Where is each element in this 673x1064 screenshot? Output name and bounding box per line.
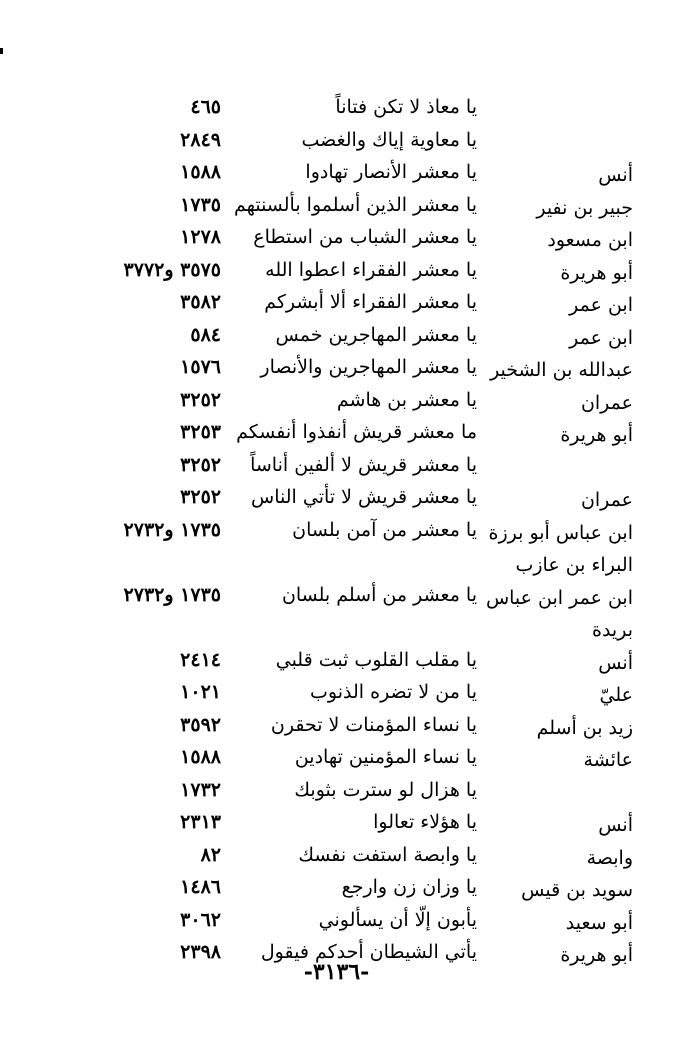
index-row <box>0 289 673 322</box>
narrator-name: زيد بن أسلم <box>536 716 633 739</box>
hadith-number: ٣٢٥٢ <box>180 453 221 476</box>
index-row <box>0 354 673 387</box>
narrator-name: جبير بن نفير <box>536 196 633 219</box>
index-row <box>0 907 673 940</box>
hadith-incipit: يا معشر الأنصار تهادوا <box>305 161 477 183</box>
index-row <box>0 484 673 517</box>
hadith-number: ٣٥٩٢ <box>180 713 221 736</box>
hadith-incipit: يا معاذ لا تكن فتاناً <box>335 96 477 118</box>
narrator-name: ابن عباس أبو برزة <box>488 521 633 544</box>
hadith-incipit: يا معشر من أسلم بلسان <box>281 583 477 606</box>
hadith-number: ٣٢٥٢ <box>180 388 221 411</box>
hadith-number: ٢٨٤٩ <box>180 128 221 151</box>
narrator-name: وابصة <box>586 846 633 869</box>
narrator-name: أبو هريرة <box>560 944 633 966</box>
index-row <box>0 387 673 420</box>
index-row <box>0 94 673 127</box>
hadith-incipit: يا معشر المهاجرين خمس <box>275 323 477 346</box>
hadith-incipit: يا من لا تضره الذنوب <box>310 681 477 703</box>
hadith-incipit: يا وابصة استفت نفسك <box>298 843 477 866</box>
hadith-incipit: يا معشر من آمن بلسان <box>292 518 477 541</box>
hadith-number: ٤٦٥ <box>190 96 221 118</box>
index-row <box>0 777 673 810</box>
hadith-number: ٣٠٦٢ <box>180 908 221 931</box>
narrator-name: ابن عمر <box>569 326 633 349</box>
hadith-number: ١٥٨٨ <box>180 746 221 768</box>
narrator-name: سويد بن قيس <box>521 879 633 901</box>
hadith-incipit: يا معاوية إياك والغضب <box>301 128 477 151</box>
hadith-incipit: يا معشر بن هاشم <box>336 388 477 411</box>
index-row <box>0 614 673 647</box>
hadith-number: ١٥٧٦ <box>180 356 221 378</box>
index-row <box>0 874 673 907</box>
hadith-number: ٣٥٨٢ <box>180 291 221 313</box>
narrator-name: ابن عمر <box>569 294 633 316</box>
index-row <box>0 582 673 615</box>
hadith-index-list <box>0 94 673 972</box>
hadith-number: ٣٥٧٥ و٣٧٧٢ <box>123 258 221 281</box>
hadith-number: ١٤٨٦ <box>180 876 221 898</box>
hadith-number: ١٧٣٢ <box>180 778 221 801</box>
hadith-number: ٢٤١٤ <box>180 648 221 671</box>
hadith-number: ٢٣١٣ <box>180 811 221 833</box>
hadith-number: ٥٨٤ <box>190 323 221 346</box>
hadith-number: ١٧٣٥ و٢٧٣٢ <box>123 518 221 541</box>
hadith-number: ١٧٣٥ و٢٧٣٢ <box>123 583 221 606</box>
hadith-number: ١٧٣٥ <box>180 193 221 216</box>
index-row <box>0 127 673 160</box>
narrator-name: عمران <box>580 391 633 414</box>
index-row <box>0 192 673 225</box>
hadith-incipit: يا معشر المهاجرين والأنصار <box>260 356 477 378</box>
hadith-number: ٨٢ <box>200 843 221 866</box>
page-number: -٣١٣٦- <box>303 959 370 985</box>
narrator-name: عمران <box>580 489 633 511</box>
hadith-incipit: يا هؤلاء تعالوا <box>373 811 477 833</box>
narrator-name: ابن عمر ابن عباس <box>485 586 633 609</box>
hadith-incipit: يأبون إلّا أن يسألوني <box>318 908 477 931</box>
hadith-incipit: يا نساء المؤمنات لا تحقرن <box>270 713 477 736</box>
index-row <box>0 647 673 680</box>
index-row <box>0 809 673 842</box>
hadith-incipit: يا معشر الفقراء اعطوا الله <box>265 258 477 281</box>
narrator-name: أنس <box>598 651 633 674</box>
narrator-name: أنس <box>598 164 633 186</box>
narrator-name: أبو هريرة <box>560 424 633 446</box>
index-row <box>0 679 673 712</box>
index-row <box>0 452 673 485</box>
narrator-name: أنس <box>598 814 633 836</box>
hadith-incipit: يا مقلب القلوب ثبت قلبي <box>275 648 477 671</box>
hadith-number: ٣٢٥٢ <box>180 486 221 508</box>
index-row <box>0 517 673 550</box>
narrator-name: البراء بن عازب <box>515 554 633 576</box>
narrator-name: أبو سعيد <box>565 911 633 934</box>
hadith-number: ١٢٧٨ <box>180 226 221 248</box>
narrator-name: عليّ <box>599 684 633 706</box>
hadith-incipit: يا معشر الشباب من استطاع <box>253 226 477 248</box>
narrator-name: عائشة <box>583 749 633 771</box>
index-row <box>0 322 673 355</box>
hadith-number: ٢٣٩٨ <box>180 941 221 963</box>
narrator-name: بريدة <box>592 619 633 641</box>
hadith-incipit: يا معشر قريش لا تأتي الناس <box>251 486 477 508</box>
hadith-incipit: يا معشر الذين أسلموا بألسنتهم <box>233 193 477 216</box>
hadith-incipit: يأتي الشيطان أحدكم فيقول <box>260 941 477 963</box>
index-row <box>0 257 673 290</box>
hadith-incipit: يا وزان زن وارجع <box>341 876 477 898</box>
narrator-name: عبدالله بن الشخير <box>490 359 633 381</box>
hadith-number: ١٥٨٨ <box>180 161 221 183</box>
hadith-incipit: يا معشر الفقراء ألا أبشركم <box>264 291 477 313</box>
hadith-number: ٣٢٥٣ <box>180 421 221 443</box>
index-row <box>0 549 673 582</box>
hadith-incipit: يا معشر قريش لا ألفين أناساً <box>250 453 477 476</box>
hadith-incipit: ما معشر قريش أنفذوا أنفسكم <box>236 421 477 443</box>
index-row <box>0 842 673 875</box>
index-row <box>0 224 673 257</box>
hadith-incipit: يا نساء المؤمنين تهادين <box>294 746 477 768</box>
index-row <box>0 419 673 452</box>
narrator-name: ابن مسعود <box>547 229 633 251</box>
hadith-number: ١٠٢١ <box>180 681 221 703</box>
index-row <box>0 744 673 777</box>
index-row <box>0 712 673 745</box>
scan-mark <box>0 48 3 54</box>
hadith-incipit: يا هزال لو سترت بثوبك <box>294 778 477 801</box>
index-row <box>0 159 673 192</box>
narrator-name: أبو هريرة <box>560 261 633 284</box>
